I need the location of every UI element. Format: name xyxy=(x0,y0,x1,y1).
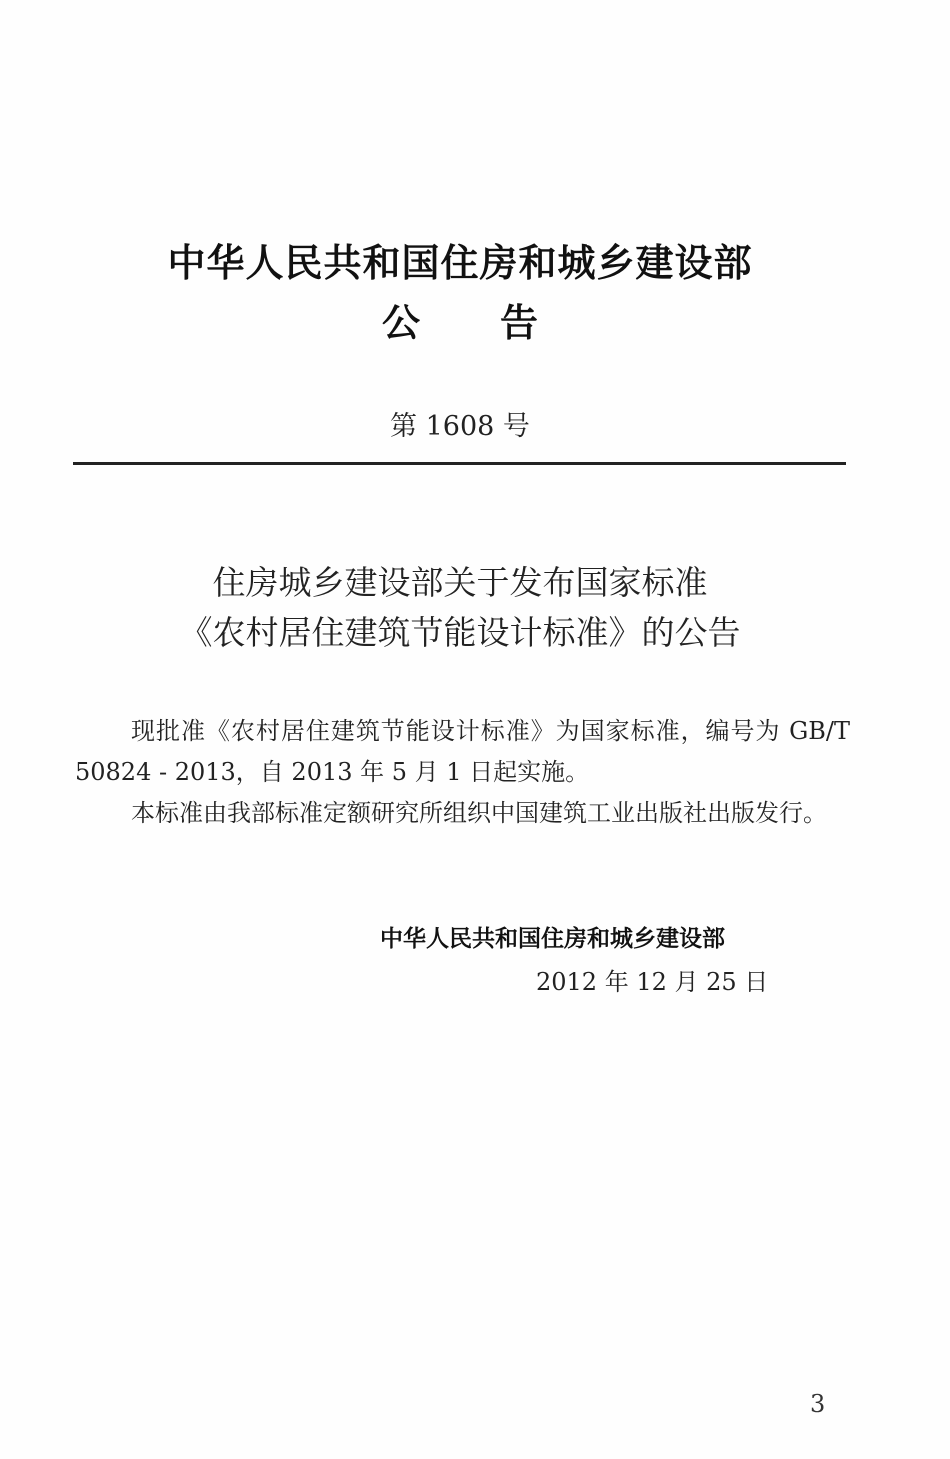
body-paragraph-1: 现批准《农村居住建筑节能设计标准》为国家标准，编号为 GB/T 50824 - 2013，自 2013 年 5 月 1 日起实施。 xyxy=(75,717,850,786)
subject-line-2: 《农村居住建筑节能设计标准》的公告 xyxy=(179,613,741,652)
header-divider xyxy=(73,462,846,465)
body-paragraph-2: 本标准由我部标准定额研究所组织中国建筑工业出版社出版发行。 xyxy=(131,799,827,827)
ministry-title: 中华人民共和国住房和城乡建设部 xyxy=(167,241,753,285)
announcement-body xyxy=(75,711,850,834)
issue-date: 2012 年 12 月 25 日 xyxy=(536,968,769,996)
issuer-signature: 中华人民共和国住房和城乡建设部 xyxy=(380,926,725,952)
announcement-subject xyxy=(0,558,920,658)
notice-heading: 公告 xyxy=(381,301,618,345)
announcement-number: 第 1608 号 xyxy=(390,411,530,442)
subject-line-1: 住房城乡建设部关于发布国家标准 xyxy=(212,563,708,602)
page-number: 3 xyxy=(810,1390,826,1418)
